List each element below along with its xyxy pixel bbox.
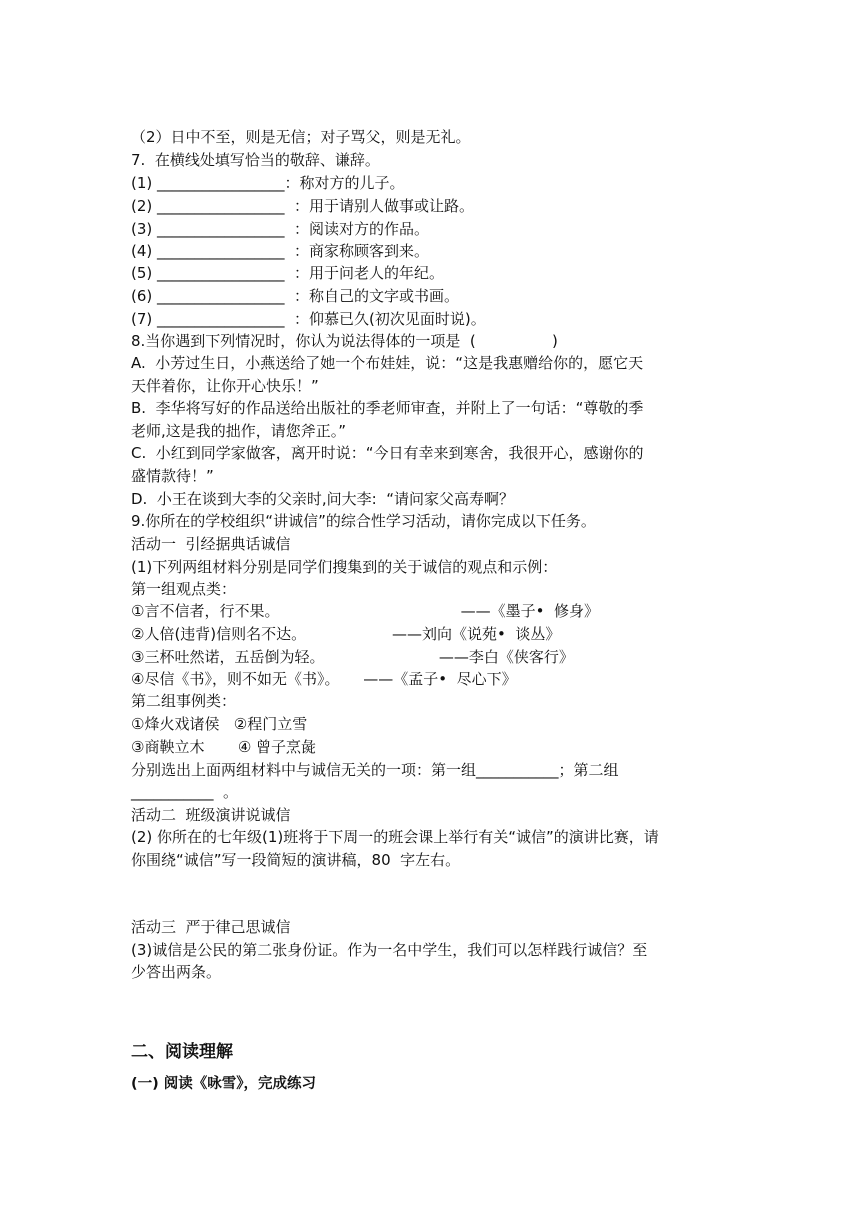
group-1-item: ②人倍(违背)信则名不达。 ——刘向《说苑• 谈丛》 (131, 625, 561, 643)
activity-3-text: 少答出两条。 (131, 963, 222, 981)
group-2-item: ③商鞅立木 ④ 曾子烹彘 (131, 738, 317, 756)
activity-2-text: 你围绕“诚信”写一段简短的演讲稿，80 字左右。 (131, 851, 461, 869)
section-2-heading: 二、阅读理解 (131, 1042, 233, 1062)
q8-option-c: C. 小红到同学家做客，离开时说：“今日有幸来到寒舍，我很开心，感谢你的 (131, 444, 644, 462)
q8-option-a-cont: 天伴着你，让你开心快乐！” (131, 377, 319, 395)
q8-option-d: D. 小王在谈到大李的父亲时,问大李: “请问家父高寿啊？ (131, 490, 514, 508)
activity-1-intro: (1)下列两组材料分别是同学们搜集到的关于诚信的观点和示例： (131, 558, 558, 576)
q7-item: (4) _________________ ：商家称顾客到来。 (131, 242, 430, 260)
selection-question: 分别选出上面两组材料中与诚信无关的一项：第一组___________；第二组 (131, 761, 619, 779)
section-2-subheading: (一) 阅读《咏雪》，完成练习 (131, 1076, 317, 1092)
q7-title: 7. 在横线处填写恰当的敬辞、谦辞。 (131, 151, 380, 169)
q7-item: (1) _________________：称对方的儿子。 (131, 174, 405, 192)
group-1-item: ④尽信《书》，则不如无《书》。 ——《孟子• 尽心下》 (131, 670, 517, 688)
q7-item: (2) _________________ ：用于请别人做事或让路。 (131, 197, 475, 215)
group-2-label: 第二组事例类： (131, 692, 237, 710)
q6-item-2: （2）日中不至，则是无信；对子骂父，则是无礼。 (131, 128, 471, 146)
q8-option-b: B. 李华将写好的作品送给出版社的季老师审查，并附上了一句话：“尊敬的季 (131, 399, 644, 417)
q8-option-b-cont: 老师,这是我的拙作，请您斧正。” (131, 422, 347, 440)
q7-item: (7) _________________ ：仰慕已久(初次见面时说)。 (131, 310, 486, 328)
selection-question-cont: ___________ 。 (131, 783, 239, 801)
q8-option-c-cont: 盛情款待！” (131, 467, 214, 485)
q7-item: (6) _________________ ：称自己的文字或书画。 (131, 287, 460, 305)
group-2-item: ①烽火戏诸侯 ②程门立雪 (131, 715, 308, 733)
activity-2-text: (2) 你所在的七年级(1)班将于下周一的班会课上举行有关“诚信”的演讲比赛，请 (131, 828, 659, 846)
activity-3-heading: 活动三 严于律己思诚信 (131, 918, 291, 936)
q8-option-a: A. 小芳过生日，小燕送给了她一个布娃娃，说：“这是我惠赠给你的，愿它天 (131, 354, 644, 372)
activity-2-heading: 活动二 班级演讲说诚信 (131, 806, 291, 824)
group-1-item: ③三杯吐然诺，五岳倒为轻。 ——李白《侠客行》 (131, 648, 574, 666)
q7-item: (5) _________________ ：用于问老人的年纪。 (131, 264, 445, 282)
q7-item: (3) _________________ ：阅读对方的作品。 (131, 220, 430, 238)
activity-1-heading: 活动一 引经据典话诚信 (131, 535, 291, 553)
q8-title: 8.当你遇到下列情况时，你认为说法得体的一项是 ( ) (131, 332, 558, 350)
q9-title: 9.你所在的学校组织“讲诚信”的综合性学习活动，请你完成以下任务。 (131, 512, 596, 530)
group-1-label: 第一组观点类： (131, 580, 237, 598)
group-1-item: ①言不信者，行不果。 ——《墨子• 修身》 (131, 602, 600, 620)
activity-3-text: (3)诚信是公民的第二张身份证。作为一名中学生，我们可以怎样践行诚信？至 (131, 941, 648, 959)
